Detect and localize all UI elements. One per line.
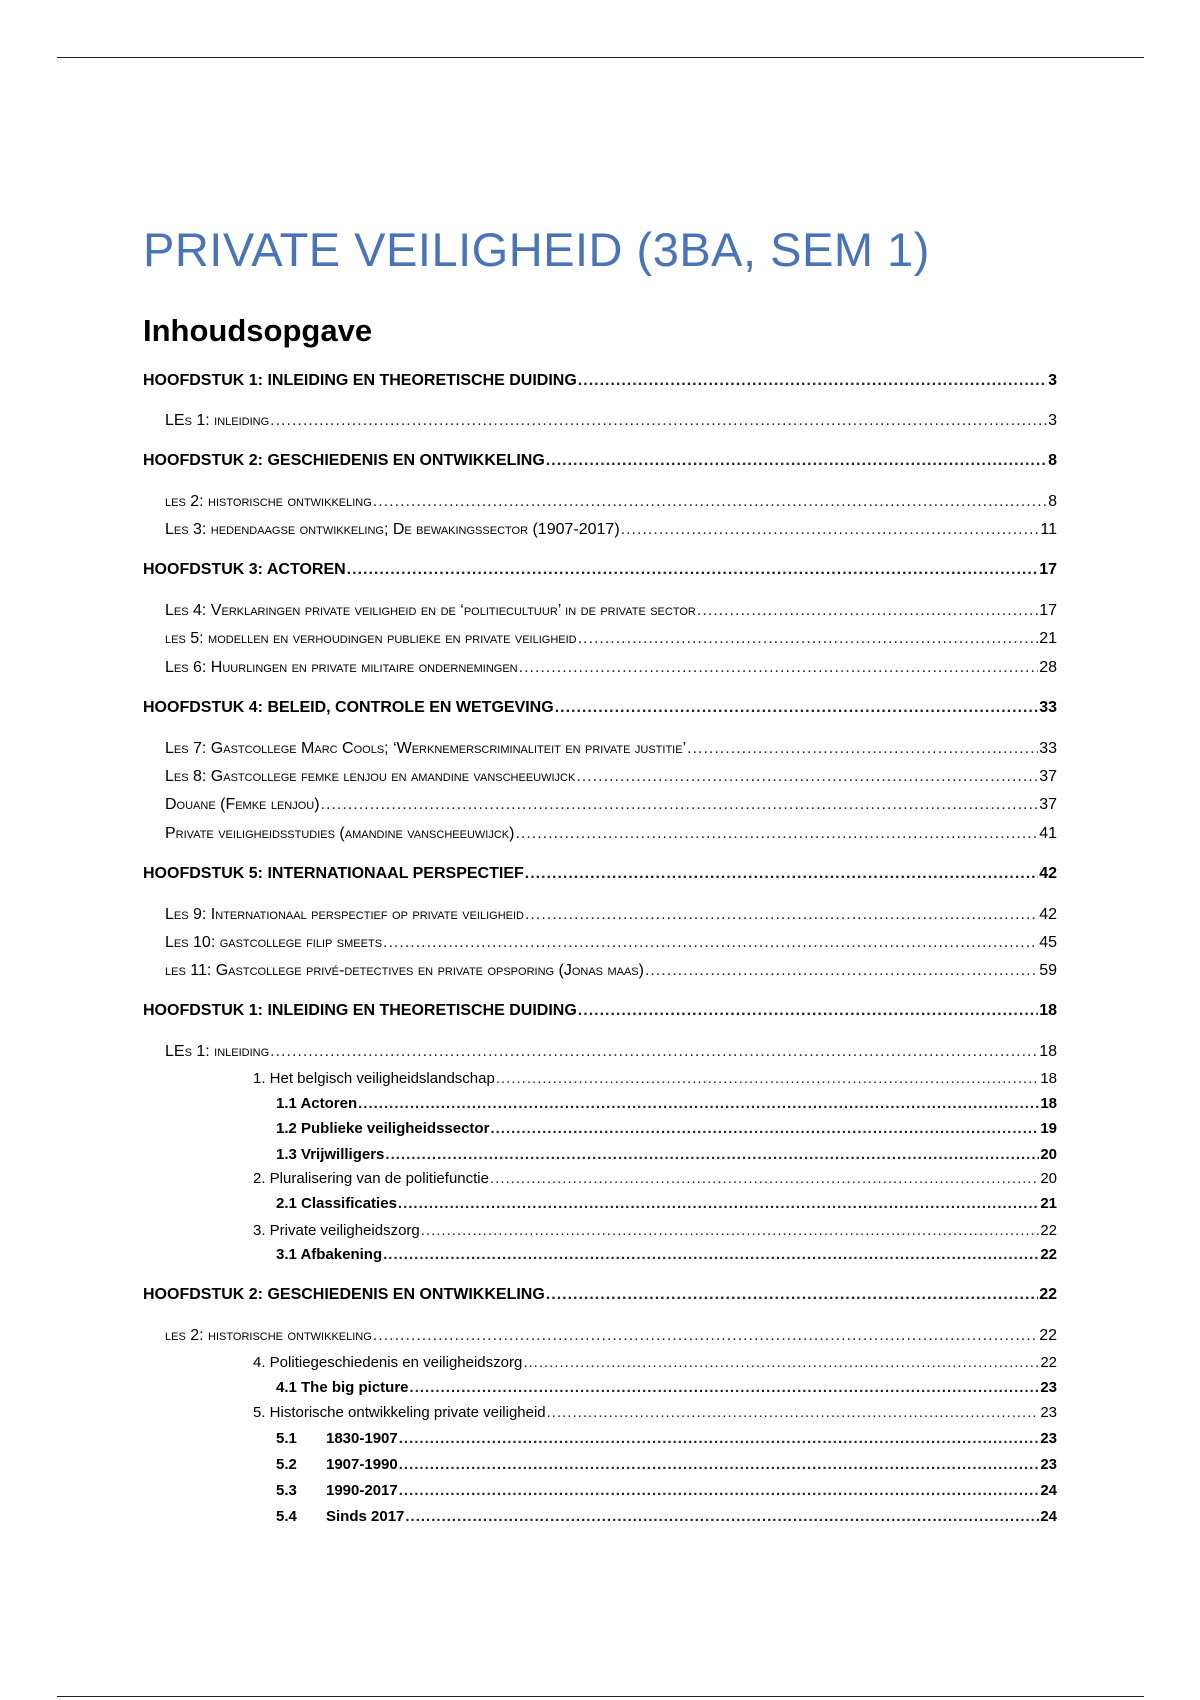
toc-entry-page: 42 <box>1039 865 1057 882</box>
toc-entry-page: 22 <box>1040 1246 1057 1263</box>
toc-leader-dots <box>519 658 1039 678</box>
toc-leader-dots <box>687 739 1038 759</box>
toc-entry[interactable] <box>143 1119 1057 1139</box>
toc-entry-page: 3 <box>1048 412 1057 429</box>
toc-entry[interactable] <box>143 698 1057 718</box>
toc-entry[interactable] <box>143 658 1057 678</box>
toc-entry-label: 2. Pluralisering van de politiefunctie <box>253 1170 489 1187</box>
toc-entry-label: HOOFDSTUK 2: GESCHIEDENIS EN ONTWIKKELING <box>143 1286 545 1303</box>
toc-entry-text: 1990-2017 <box>326 1482 398 1499</box>
toc-entry-page: 59 <box>1039 962 1057 979</box>
toc-entry-page: 28 <box>1039 659 1057 676</box>
toc-heading: Inhoudsopgave <box>143 313 373 348</box>
toc-entry[interactable] <box>143 1429 1057 1449</box>
toc-entry[interactable] <box>143 1481 1057 1501</box>
toc-leader-dots <box>405 1507 1039 1527</box>
toc-entry-page: 23 <box>1040 1379 1057 1396</box>
toc-leader-dots <box>399 1429 1040 1449</box>
toc-entry-label: 1.3 Vrijwilligers <box>276 1146 385 1163</box>
toc-leader-dots <box>523 1353 1039 1373</box>
toc-entry[interactable] <box>143 629 1057 649</box>
toc-leader-dots <box>373 492 1047 512</box>
toc-leader-dots <box>525 905 1038 925</box>
toc-leader-dots <box>555 698 1039 718</box>
toc-entry-page: 3 <box>1048 372 1057 389</box>
toc-leader-dots <box>490 1169 1039 1189</box>
toc-entry[interactable] <box>143 905 1057 925</box>
toc-entry-label: 5. Historische ontwikkeling private veiligheid <box>253 1404 546 1421</box>
toc-entry[interactable] <box>143 520 1057 540</box>
toc-leader-dots <box>621 520 1040 540</box>
toc-entry[interactable] <box>143 411 1057 431</box>
toc-entry-page: 37 <box>1039 796 1057 813</box>
toc-leader-dots <box>347 560 1039 580</box>
toc-entry-page: 8 <box>1048 452 1057 469</box>
toc-entry-label: 4. Politiegeschiedenis en veiligheidszorg <box>253 1354 523 1371</box>
toc-entry-label: HOOFDSTUK 2: GESCHIEDENIS EN ONTWIKKELING <box>143 452 545 469</box>
toc-entry[interactable] <box>143 795 1057 815</box>
toc-entry-label: Les 3: hedendaagse ontwikkeling; De bewakingssector (1907-2017) <box>165 521 620 538</box>
toc-entry[interactable] <box>143 1194 1057 1214</box>
toc-entry[interactable] <box>143 371 1057 391</box>
toc-entry-text: 1830-1907 <box>326 1430 398 1447</box>
toc-entry-number: 5.4 <box>276 1508 297 1525</box>
toc-entry-page: 17 <box>1039 602 1057 619</box>
footer-rule <box>57 1696 1144 1697</box>
toc-leader-dots <box>373 1326 1038 1346</box>
toc-entry-label: HOOFDSTUK 4: BELEID, CONTROLE EN WETGEVING <box>143 699 554 716</box>
toc-entry-page: 33 <box>1039 740 1057 757</box>
toc-entry[interactable] <box>143 961 1057 981</box>
toc-entry-page: 22 <box>1040 1354 1057 1371</box>
toc-leader-dots <box>546 1285 1038 1305</box>
toc-entry-page: 22 <box>1039 1286 1057 1303</box>
toc-entry-label <box>276 1507 404 1527</box>
toc-entry-page: 21 <box>1039 630 1057 647</box>
toc-leader-dots <box>385 1145 1039 1165</box>
toc-leader-dots <box>399 1455 1040 1475</box>
toc-entry-page: 20 <box>1040 1146 1057 1163</box>
toc-leader-dots <box>578 371 1047 391</box>
toc-leader-dots <box>546 451 1047 471</box>
toc-entry-label: LEs 1: inleiding <box>165 412 270 429</box>
toc-entry[interactable] <box>143 1353 1057 1373</box>
toc-entry-number: 5.2 <box>276 1456 297 1473</box>
toc-entry[interactable] <box>143 864 1057 884</box>
toc-leader-dots <box>515 824 1038 844</box>
toc-entry[interactable] <box>143 1001 1057 1021</box>
toc-entry-label: HOOFDSTUK 1: INLEIDING EN THEORETISCHE DUIDING <box>143 372 577 389</box>
toc-entry-page: 23 <box>1040 1430 1057 1447</box>
toc-entry-label: 1. Het belgisch veiligheidslandschap <box>253 1070 495 1087</box>
toc-leader-dots <box>383 933 1038 953</box>
toc-entry-number: 5.1 <box>276 1430 297 1447</box>
toc-entry-page: 22 <box>1040 1222 1057 1239</box>
toc-entry[interactable] <box>143 1042 1057 1062</box>
toc-entry[interactable] <box>143 1378 1057 1398</box>
toc-entry-label: LEs 1: inleiding <box>165 1043 270 1060</box>
toc-entry-page: 18 <box>1039 1043 1057 1060</box>
toc-leader-dots <box>496 1069 1039 1089</box>
toc-entry-page: 22 <box>1039 1327 1057 1344</box>
toc-entry[interactable] <box>143 492 1057 512</box>
toc-entry-label: les 11: Gastcollege privé-detectives en private opsporing (Jonas maas) <box>165 962 644 979</box>
toc-entry-label: Les 6: Huurlingen en private militaire ondernemingen <box>165 659 518 676</box>
toc-leader-dots <box>399 1481 1040 1501</box>
toc-entry[interactable] <box>143 1285 1057 1305</box>
toc-entry-label: les 2: historische ontwikkeling <box>165 493 372 510</box>
toc-entry-label <box>276 1481 398 1501</box>
toc-entry-page: 21 <box>1040 1195 1057 1212</box>
toc-leader-dots <box>270 1042 1038 1062</box>
page-title: PRIVATE VEILIGHEID (3BA, SEM 1) <box>143 223 930 276</box>
toc-entry-page: 41 <box>1039 825 1057 842</box>
toc-entry-label: les 2: historische ontwikkeling <box>165 1327 372 1344</box>
toc-leader-dots <box>576 767 1038 787</box>
toc-entry[interactable] <box>143 1145 1057 1165</box>
toc-entry-label: 4.1 The big picture <box>276 1379 409 1396</box>
toc-entry-page: 37 <box>1039 768 1057 785</box>
toc-entry-label: 2.1 Classificaties <box>276 1195 397 1212</box>
toc-leader-dots <box>383 1245 1039 1265</box>
toc-entry[interactable] <box>143 1069 1057 1089</box>
toc-entry[interactable] <box>143 560 1057 580</box>
toc-entry-label: Les 7: Gastcollege Marc Cools; ‘Werknemerscriminaliteit en private justitie’ <box>165 740 687 757</box>
toc-entry-number: 5.3 <box>276 1482 297 1499</box>
toc-entry[interactable] <box>143 1221 1057 1241</box>
toc-leader-dots <box>547 1403 1040 1423</box>
toc-entry-page: 24 <box>1040 1508 1057 1525</box>
toc-entry-label: Les 10: gastcollege filip smeets <box>165 934 383 951</box>
toc-entry[interactable] <box>143 1403 1057 1423</box>
toc-entry-text: Sinds 2017 <box>326 1508 405 1525</box>
toc-entry-label: 1.1 Actoren <box>276 1095 358 1112</box>
toc-entry-page: 18 <box>1039 1002 1057 1019</box>
toc-entry-page: 23 <box>1040 1404 1057 1421</box>
toc-entry-label <box>276 1455 398 1475</box>
toc-entry[interactable] <box>143 1094 1057 1114</box>
toc-entry-page: 42 <box>1039 906 1057 923</box>
toc-entry-label: Private veiligheidsstudies (amandine vanscheeuwijck) <box>165 825 515 842</box>
toc-entry-page: 8 <box>1048 493 1057 510</box>
toc-entry-label: Les 8: Gastcollege femke lenjou en amandine vanscheeuwijck <box>165 768 576 785</box>
toc-entry-page: 45 <box>1039 934 1057 951</box>
toc-entry-label: 3.1 Afbakening <box>276 1246 383 1263</box>
toc-leader-dots <box>697 601 1038 621</box>
toc-leader-dots <box>525 864 1038 884</box>
toc-entry-label: les 5: modellen en verhoudingen publieke en private veiligheid <box>165 630 577 647</box>
toc-leader-dots <box>358 1094 1039 1114</box>
toc-entry[interactable] <box>143 1326 1057 1346</box>
toc-entry-page: 20 <box>1040 1170 1057 1187</box>
toc-entry[interactable] <box>143 601 1057 621</box>
toc-leader-dots <box>410 1378 1040 1398</box>
toc-leader-dots <box>421 1221 1040 1241</box>
toc-entry-page: 11 <box>1040 521 1057 538</box>
toc-entry-label <box>276 1429 398 1449</box>
toc-entry-label: HOOFDSTUK 1: INLEIDING EN THEORETISCHE DUIDING <box>143 1002 577 1019</box>
toc-entry-label: Douane (Femke lenjou) <box>165 796 320 813</box>
toc-entry-page: 19 <box>1040 1120 1057 1137</box>
toc-entry[interactable] <box>143 451 1057 471</box>
toc-entry-page: 18 <box>1040 1070 1057 1087</box>
toc-entry[interactable] <box>143 1245 1057 1265</box>
toc-entry[interactable] <box>143 767 1057 787</box>
toc-entry[interactable] <box>143 1507 1057 1527</box>
toc-entry-page: 33 <box>1039 699 1057 716</box>
toc-entry[interactable] <box>143 1455 1057 1475</box>
toc-entry-label: HOOFDSTUK 5: INTERNATIONAAL PERSPECTIEF <box>143 865 524 882</box>
toc-entry[interactable] <box>143 933 1057 953</box>
toc-leader-dots <box>398 1194 1039 1214</box>
toc-entry[interactable] <box>143 739 1057 759</box>
toc-entry-page: 23 <box>1040 1456 1057 1473</box>
toc-entry-label: 3. Private veiligheidszorg <box>253 1222 420 1239</box>
toc-entry[interactable] <box>143 1169 1057 1189</box>
toc-leader-dots <box>645 961 1038 981</box>
toc-leader-dots <box>270 411 1047 431</box>
toc-entry[interactable] <box>143 824 1057 844</box>
toc-entry-page: 17 <box>1039 561 1057 578</box>
toc-leader-dots <box>578 629 1039 649</box>
toc-entry-page: 24 <box>1040 1482 1057 1499</box>
toc-entry-label: 1.2 Publieke veiligheidssector <box>276 1120 490 1137</box>
header-rule <box>57 57 1144 58</box>
toc-entry-label: Les 9: Internationaal perspectief op private veiligheid <box>165 906 524 923</box>
toc-leader-dots <box>321 795 1039 815</box>
toc-entry-page: 18 <box>1040 1095 1057 1112</box>
toc-leader-dots <box>578 1001 1038 1021</box>
toc-entry-label: HOOFDSTUK 3: ACTOREN <box>143 561 346 578</box>
toc-entry-text: 1907-1990 <box>326 1456 398 1473</box>
toc-entry-label: Les 4: Verklaringen private veiligheid en de ‘politiecultuur’ in de private sector <box>165 602 696 619</box>
toc-leader-dots <box>490 1119 1039 1139</box>
